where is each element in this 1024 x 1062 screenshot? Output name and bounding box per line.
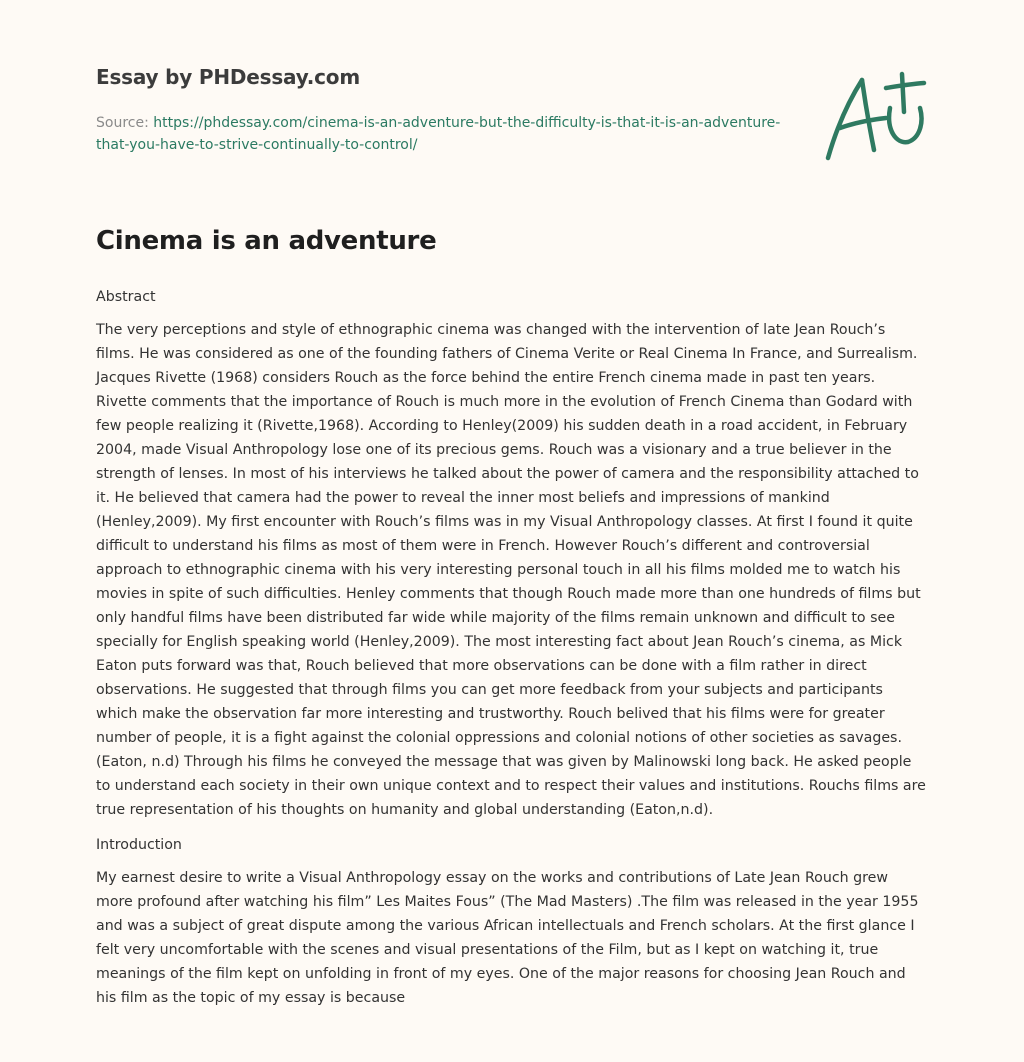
paragraph-introduction: My earnest desire to write a Visual Anthropology essay on the works and contributions of Late Jean Rouch grew more profound after watching his film” Les Maites Fous” (The Mad Masters) .The film was released in the year 1955 and was a subject of great dispute among the various African intellectuals and French scholars. At the first glance I felt very uncomfortable with the scenes and visual presentations of the Film, but as I kept on watching it, true meanings of the film kept on unfolding in front of my eyes. One of the major reasons for choosing Jean Rouch and his film as the topic of my essay is because bbox=[96, 870, 919, 1006]
source-label: Source: bbox=[96, 115, 154, 131]
essay-body bbox=[96, 285, 928, 1010]
source-link[interactable]: https://phdessay.com/cinema-is-an-adventure-but-the-difficulty-is-that-it-is-an-adventure-that-you-have-to-strive-continually-to-control/ bbox=[96, 115, 781, 153]
section-heading-introduction: Introduction bbox=[96, 837, 182, 853]
source-line bbox=[96, 112, 786, 156]
paragraph-abstract: The very perceptions and style of ethnographic cinema was changed with the intervention of late Jean Rouch’s films. He was considered as one of the founding fathers of Cinema Verite or Real Cinema In France, and Surrealism. Jacques Rivette (1968) considers Rouch as the force behind the entire French cinema made in past ten years. Rivette comments that the importance of Rouch is much more in the evolution of French Cinema than Godard with few people realizing it (Rivette,1968). According to Henley(2009) his sudden death in a road accident, in February 2004, made Visual Anthropology lose one of its precious gems. Rouch was a visionary and a true believer in the strength of lenses. In most of his interviews he talked about the power of camera and the responsibility attached to it. He believed that camera had the power to reveal the inner most beliefs and impressions of mankind (Henley,2009). My first encounter with Rouch’s films was in my Visual Anthropology classes. At first I found it quite difficult to understand his films as most of them were in French. However Rouch’s different and controversial approach to ethnographic cinema with his very interesting personal touch in all his films molded me to watch his movies in spite of such difficulties. Henley comments that though Rouch made more than one hundreds of films but only handful films have been distributed far wide while majority of the films remain unknown and difficult to see specially for English speaking world (Henley,2009). The most interesting fact about Jean Rouch’s cinema, as Mick Eaton puts forward was that, Rouch believed that more observations can be done with a film rather in direct observations. He suggested that through films you can get more feedback from your subjects and participants which make the observation far more interesting and trustworthy. Rouch belived that his films were for greater number of people, it is a fight against the colonial oppressions and colonial notions of other societies as savages.(Eaton, n.d) Through his films he conveyed the message that was given by Malinowski long back. He asked people to understand each society in their own unique context and to respect their values and institutions. Rouchs films are true representation of his thoughts on humanity and global understanding (Eaton,n.d). bbox=[96, 322, 926, 818]
site-title: Essay by PHDessay.com bbox=[96, 65, 360, 89]
essay-title: Cinema is an adventure bbox=[96, 226, 437, 256]
section-heading-abstract: Abstract bbox=[96, 289, 156, 305]
a-plus-logo-icon bbox=[824, 68, 928, 164]
